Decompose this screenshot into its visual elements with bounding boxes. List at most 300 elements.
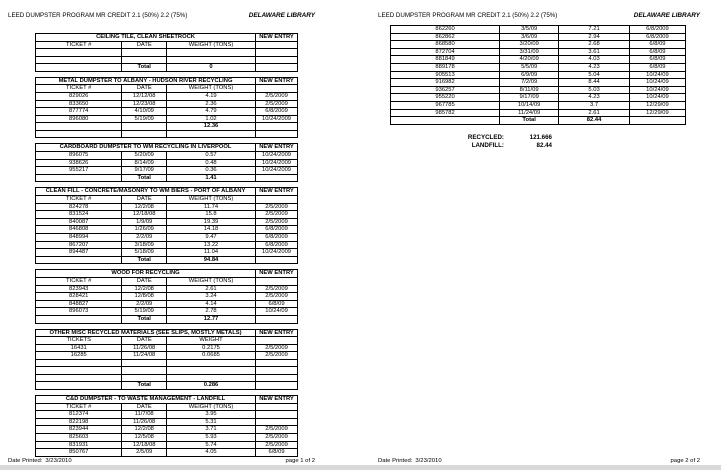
table-cell: 985782 <box>391 109 500 117</box>
table-cell <box>36 64 122 72</box>
table-cell: 6/8/2009 <box>256 108 298 116</box>
table-cell: 15.8 <box>166 211 255 219</box>
table-cell: 2/2/09 <box>122 233 167 241</box>
table-row <box>36 64 298 72</box>
table-cell <box>256 56 298 64</box>
table-cell: 938626 <box>36 159 122 167</box>
data-table <box>35 395 298 457</box>
table-cell: 3/18/09 <box>122 241 167 249</box>
page-1 <box>0 0 360 470</box>
table-cell <box>122 367 167 375</box>
table-cell: 16285 <box>36 352 122 360</box>
table-cell: 3/20/09 <box>500 41 559 49</box>
table-cell: 12.77 <box>166 315 255 323</box>
table-cell <box>256 367 298 375</box>
table-cell: 94.84 <box>166 256 255 264</box>
table-row <box>391 79 686 87</box>
table-cell <box>122 56 167 64</box>
table-row <box>36 418 298 426</box>
table-cell: 2/5/2009 <box>256 293 298 301</box>
table-cell <box>391 117 500 125</box>
table-cell: 11/26/08 <box>122 418 167 426</box>
data-table <box>35 187 298 264</box>
data-table <box>35 33 298 72</box>
table-cell: 6/8/2009 <box>256 233 298 241</box>
table-cell: 2/5/09 <box>122 449 167 457</box>
table-cell: 823944 <box>36 426 122 434</box>
table-cell <box>629 117 685 125</box>
table-cell <box>256 123 298 131</box>
table-cell: 5/19/09 <box>122 115 167 123</box>
table-cell: 11/24/09 <box>500 109 559 117</box>
table-cell: 2/5/2009 <box>256 203 298 211</box>
column-header: DATE <box>122 337 167 345</box>
data-table <box>35 269 298 323</box>
table-cell <box>122 359 167 367</box>
table-cell <box>36 256 122 264</box>
table-cell: 3/6/09 <box>500 33 559 41</box>
table-cell <box>256 418 298 426</box>
table-cell: 3.71 <box>166 426 255 434</box>
table-cell: 896073 <box>36 308 122 316</box>
table-cell: 1/26/09 <box>122 226 167 234</box>
table-cell: 6/8/2009 <box>256 226 298 234</box>
table-cell <box>256 174 298 182</box>
landfill-label: LANDFILL: <box>471 142 504 149</box>
table-cell: 2.61 <box>166 285 255 293</box>
table-cell: 9.47 <box>166 233 255 241</box>
column-header-row <box>36 41 298 49</box>
page-number: page 2 of 2 <box>670 458 700 464</box>
recycled-label: RECYCLED: <box>467 134 504 141</box>
table-cell: 846808 <box>36 226 122 234</box>
new-entry-cell: NEW ENTRY <box>256 144 298 152</box>
table-cell: 8.44 <box>559 79 630 87</box>
table-cell: 12/23/08 <box>122 100 167 108</box>
table-cell: 6/8/09 <box>629 56 685 64</box>
table-cell: 10/24/2009 <box>256 167 298 175</box>
table-cell: 848994 <box>36 233 122 241</box>
table-row <box>36 352 298 360</box>
table-cell: 10/24/2009 <box>256 152 298 160</box>
table-title-row <box>36 329 298 337</box>
column-header: TICKET # <box>36 277 122 285</box>
table-cell: 894487 <box>36 249 122 257</box>
table-cell: 11/26/08 <box>122 344 167 352</box>
table-row <box>36 108 298 116</box>
column-header: WEIGHT (TONS) <box>166 85 255 93</box>
table-cell: 10/24/2009 <box>256 249 298 257</box>
table-cell <box>36 56 122 64</box>
table-cell: 10/24/09 <box>629 86 685 94</box>
table-title: CARDBOARD DUMPSTER TO WM RECYCLING IN LIVERPOOL <box>36 144 256 152</box>
data-table <box>35 77 298 139</box>
column-header: TICKET # <box>36 403 122 411</box>
table-cell: 872704 <box>391 48 500 56</box>
table-cell: 12.36 <box>166 123 255 131</box>
table-cell: 881849 <box>391 56 500 64</box>
column-header: TICKET # <box>36 41 122 49</box>
table-cell <box>36 130 122 138</box>
table-cell: 5.31 <box>166 418 255 426</box>
table-row <box>391 109 686 117</box>
table-cell: 4.23 <box>559 94 630 102</box>
table-cell: 7/2/09 <box>500 79 559 87</box>
table-cell: 5.93 <box>166 433 255 441</box>
table-cell: 2/5/2009 <box>256 352 298 360</box>
table-cell: 6/8/2009 <box>629 26 685 34</box>
table-row <box>36 256 298 264</box>
table-cell: 0.2175 <box>166 344 255 352</box>
table-cell: 2/5/2009 <box>256 285 298 293</box>
table-cell: 848827 <box>36 300 122 308</box>
table-cell <box>166 374 255 382</box>
date-printed-label: Date Printed: <box>8 458 43 464</box>
column-header: DATE <box>122 85 167 93</box>
table-row <box>36 344 298 352</box>
table-cell: 5/20/09 <box>122 152 167 160</box>
table-cell <box>256 382 298 390</box>
table-title: WOOD FOR RECYCLING <box>36 270 256 278</box>
table-cell: 3.95 <box>166 411 255 419</box>
table-cell: Total <box>122 256 167 264</box>
table-row <box>391 63 686 71</box>
table-cell: 905513 <box>391 71 500 79</box>
table-cell: 5.03 <box>559 86 630 94</box>
table-cell: 2/5/2009 <box>256 433 298 441</box>
table-cell: 2/5/2009 <box>256 426 298 434</box>
table-row <box>36 159 298 167</box>
table-cell: 4.03 <box>559 56 630 64</box>
table-row <box>391 56 686 64</box>
table-cell <box>166 49 255 57</box>
date-printed-value: 3/23/2010 <box>415 458 442 464</box>
table-row <box>36 249 298 257</box>
new-entry-cell: NEW ENTRY <box>256 329 298 337</box>
table-row <box>36 226 298 234</box>
table-cell: 916982 <box>391 79 500 87</box>
table-row <box>36 441 298 449</box>
page1-tables <box>35 33 298 457</box>
table-cell: 0.57 <box>166 152 255 160</box>
data-table <box>35 329 298 390</box>
table-cell: 10/24/09 <box>256 308 298 316</box>
column-header-row <box>36 277 298 285</box>
table-row <box>36 293 298 301</box>
column-header <box>256 85 298 93</box>
table-row <box>391 101 686 109</box>
table-row <box>391 26 686 34</box>
table-title-row <box>36 77 298 85</box>
table-cell: 2.61 <box>559 109 630 117</box>
table-cell <box>36 315 122 323</box>
table-cell: Total <box>122 382 167 390</box>
table-cell: 955217 <box>36 167 122 175</box>
table-cell: 4.19 <box>166 92 255 100</box>
table-cell: 850767 <box>36 449 122 457</box>
table-cell <box>36 367 122 375</box>
table-cell: 4.05 <box>166 449 255 457</box>
table-cell: 14.18 <box>166 226 255 234</box>
column-header: DATE <box>122 41 167 49</box>
table-cell: 7.21 <box>559 26 630 34</box>
table-cell: 0 <box>166 64 255 72</box>
table-row <box>36 49 298 57</box>
new-entry-cell: NEW ENTRY <box>256 270 298 278</box>
table-cell: 2.36 <box>166 100 255 108</box>
table-cell: 1.41 <box>166 174 255 182</box>
table-cell: 2/5/2009 <box>256 92 298 100</box>
table-row <box>36 211 298 219</box>
table-cell: 3.7 <box>559 101 630 109</box>
library-name: DELAWARE LIBRARY <box>633 12 700 19</box>
table-cell: 824278 <box>36 203 122 211</box>
table-title: C&D DUMPSTER - TO WASTE MANAGEMENT - LANDFILL <box>36 395 256 403</box>
table-row <box>391 117 686 125</box>
table-cell: 867207 <box>36 241 122 249</box>
table-cell: 2.94 <box>559 33 630 41</box>
table-cell <box>36 382 122 390</box>
table-cell: 868580 <box>391 41 500 49</box>
table-cell: 823943 <box>36 285 122 293</box>
table-cell <box>256 256 298 264</box>
column-header: WEIGHT (TONS) <box>166 277 255 285</box>
table-cell: Total <box>122 174 167 182</box>
column-header: WEIGHT (TONS) <box>166 196 255 204</box>
table-cell: 2/5/2009 <box>256 344 298 352</box>
table-row <box>36 218 298 226</box>
landfill-value: 82.44 <box>536 142 552 149</box>
table-cell: Total <box>122 64 167 72</box>
date-printed <box>378 458 445 464</box>
page-2 <box>360 0 721 470</box>
table-row <box>391 86 686 94</box>
table-cell <box>256 411 298 419</box>
table-row <box>36 241 298 249</box>
landfill-total-row <box>432 142 577 150</box>
table-cell: 812374 <box>36 411 122 419</box>
table-title: CLEAN FILL - CONCRETE/MASONRY TO WM BIERS - PORT OF ALBANY <box>36 188 256 196</box>
table-row <box>36 382 298 390</box>
table-row <box>36 56 298 64</box>
table-row <box>36 152 298 160</box>
table-cell: Total <box>500 117 559 125</box>
column-header: DATE <box>122 196 167 204</box>
table-cell: 11/7/08 <box>122 411 167 419</box>
table-cell: 10/24/09 <box>629 94 685 102</box>
data-table <box>35 143 298 182</box>
table-cell: 12/2/08 <box>122 203 167 211</box>
table-row <box>391 41 686 49</box>
table-cell: 889178 <box>391 63 500 71</box>
column-header-row <box>36 196 298 204</box>
table-cell: 12/8/08 <box>122 293 167 301</box>
column-header-row <box>36 403 298 411</box>
table-cell <box>122 374 167 382</box>
table-cell: 2/5/2009 <box>256 100 298 108</box>
new-entry-cell: NEW ENTRY <box>256 34 298 42</box>
table-cell: 11.04 <box>166 249 255 257</box>
table-cell: 3.24 <box>166 293 255 301</box>
table-cell: 6/8/09 <box>629 63 685 71</box>
table-cell: 862260 <box>391 26 500 34</box>
column-header: TICKETS <box>36 337 122 345</box>
table-row <box>391 71 686 79</box>
library-name: DELAWARE LIBRARY <box>248 12 315 19</box>
table-cell: 1/9/09 <box>122 218 167 226</box>
page2-tables <box>390 25 686 125</box>
table-cell: 828421 <box>36 293 122 301</box>
table-cell <box>256 374 298 382</box>
table-row <box>36 233 298 241</box>
table-cell <box>36 123 122 131</box>
table-cell: 2.78 <box>166 308 255 316</box>
page1-header <box>8 12 315 19</box>
table-cell <box>256 49 298 57</box>
table-cell <box>256 315 298 323</box>
table-cell: 6/8/2009 <box>256 241 298 249</box>
table-cell: 11.74 <box>166 203 255 211</box>
table-cell: 0.0685 <box>166 352 255 360</box>
totals-summary <box>432 134 577 150</box>
column-header: TICKET # <box>36 196 122 204</box>
table-cell: 12/2/08 <box>122 285 167 293</box>
table-cell: 833650 <box>36 100 122 108</box>
table-cell <box>122 123 167 131</box>
table-cell: 16431 <box>36 344 122 352</box>
table-row <box>36 308 298 316</box>
table-cell <box>36 359 122 367</box>
table-cell: 2/5/2009 <box>256 441 298 449</box>
table-cell: 10/24/2009 <box>256 115 298 123</box>
table-cell: 5.74 <box>166 441 255 449</box>
table-row <box>36 115 298 123</box>
recycled-value: 121.666 <box>529 134 552 141</box>
date-printed <box>8 458 75 464</box>
table-cell: 13.22 <box>166 241 255 249</box>
new-entry-cell: NEW ENTRY <box>256 188 298 196</box>
table-title-row <box>36 270 298 278</box>
table-cell <box>166 367 255 375</box>
table-cell: 822198 <box>36 418 122 426</box>
table-title-row <box>36 34 298 42</box>
table-cell <box>36 49 122 57</box>
table-row <box>36 174 298 182</box>
table-cell: 10/14/09 <box>500 101 559 109</box>
table-cell: 825603 <box>36 433 122 441</box>
table-cell: 10/24/09 <box>629 79 685 87</box>
table-cell: 862862 <box>391 33 500 41</box>
table-cell: 877774 <box>36 108 122 116</box>
new-entry-cell: NEW ENTRY <box>256 77 298 85</box>
table-cell: 5/18/09 <box>122 249 167 257</box>
table-cell: 955220 <box>391 94 500 102</box>
table-cell: 12/18/08 <box>122 211 167 219</box>
column-header-row <box>36 85 298 93</box>
table-cell: 6/8/09 <box>629 48 685 56</box>
column-header: DATE <box>122 403 167 411</box>
table-cell <box>166 56 255 64</box>
table-cell: 0.36 <box>166 167 255 175</box>
table-cell: 6/8/2009 <box>629 33 685 41</box>
table-row <box>36 92 298 100</box>
page-edge-strip <box>0 465 721 470</box>
table-cell <box>36 374 122 382</box>
table-title: CEILING TILE, CLEAN SHEETROCK <box>36 34 256 42</box>
table-cell <box>256 359 298 367</box>
table-cell: 2/5/2009 <box>256 218 298 226</box>
table-cell: 829026 <box>36 92 122 100</box>
table-cell <box>166 130 255 138</box>
report-title: LEED DUMPSTER PROGRAM MR CREDIT 2.1 (50%) 2.2 (75%) <box>8 12 188 19</box>
column-header: DATE <box>122 277 167 285</box>
new-entry-cell: NEW ENTRY <box>256 395 298 403</box>
table-cell: 5/19/09 <box>122 308 167 316</box>
table-row <box>391 33 686 41</box>
page-number: page 1 of 2 <box>285 458 315 464</box>
column-header: WEIGHT (TONS) <box>166 41 255 49</box>
table-cell: 831931 <box>36 441 122 449</box>
table-cell: 936257 <box>391 86 500 94</box>
table-cell <box>256 64 298 72</box>
table-cell: 12/18/08 <box>122 441 167 449</box>
table-row <box>36 167 298 175</box>
date-printed-value: 3/23/2010 <box>45 458 72 464</box>
column-header <box>256 196 298 204</box>
table-cell <box>36 174 122 182</box>
page2-footer <box>378 458 700 464</box>
table-row <box>36 315 298 323</box>
column-header: WEIGHT <box>166 337 255 345</box>
report-title: LEED DUMPSTER PROGRAM MR CREDIT 2.1 (50%) 2.2 (75%) <box>378 12 558 19</box>
table-cell: 9/17/09 <box>500 94 559 102</box>
table-cell: 11/24/08 <box>122 352 167 360</box>
table-cell: 4/20/09 <box>500 56 559 64</box>
table-cell: 12/5/08 <box>122 433 167 441</box>
recycled-total-row <box>432 134 577 142</box>
table-cell: 3/31/09 <box>500 48 559 56</box>
table-cell: 12/29/09 <box>629 109 685 117</box>
table-cell <box>122 49 167 57</box>
table-cell: 82.44 <box>559 117 630 125</box>
table-cell: 6/9/09 <box>500 71 559 79</box>
table-cell: 5.04 <box>559 71 630 79</box>
table-title: OTHER MISC RECYCLED MATERIALS (SEE SLIPS, MOSTLY METALS) <box>36 329 256 337</box>
table-cell: 0.48 <box>166 159 255 167</box>
table-cell: 8/11/09 <box>500 86 559 94</box>
table-cell: 5/5/09 <box>500 63 559 71</box>
table-row <box>36 123 298 131</box>
table-cell: 4.23 <box>559 63 630 71</box>
table-cell: 4.14 <box>166 300 255 308</box>
table-cell: 8/14/09 <box>122 159 167 167</box>
table-cell: 10/24/09 <box>629 71 685 79</box>
table-row <box>36 100 298 108</box>
table-cell: 4.79 <box>166 108 255 116</box>
column-header <box>256 277 298 285</box>
table-cell: 967785 <box>391 101 500 109</box>
table-row <box>36 130 298 138</box>
table-cell: 3/5/09 <box>500 26 559 34</box>
table-row <box>36 285 298 293</box>
table-cell: 2/2/09 <box>122 300 167 308</box>
table-cell <box>256 130 298 138</box>
table-row <box>36 367 298 375</box>
page1-footer <box>8 458 315 464</box>
table-row <box>36 203 298 211</box>
date-printed-label: Date Printed: <box>378 458 413 464</box>
column-header: WEIGHT (TONS) <box>166 403 255 411</box>
